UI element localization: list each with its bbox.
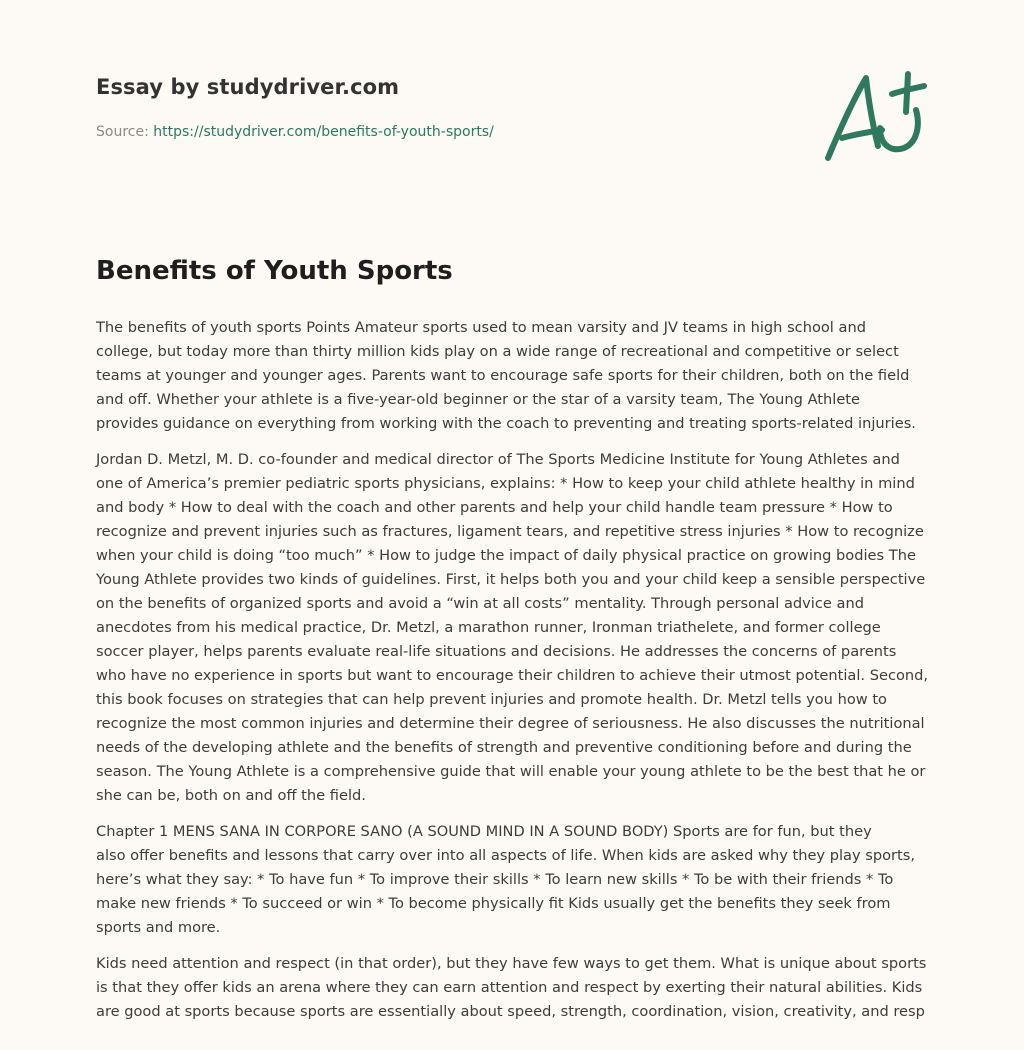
source-link[interactable]: https://studydriver.com/benefits-of-youth-sports/: [153, 124, 494, 140]
text-line: Jordan D. Metzl, M. D. co-founder and medical director of The Sports Medicine Institute for Young Athletes and: [96, 451, 900, 468]
text-line: sports and more.: [96, 919, 221, 936]
site-title: Essay by studydriver.com: [96, 75, 400, 99]
source-line: [96, 124, 494, 140]
text-line: who have no experience in sports but want to encourage their children to achieve their utmost potential. Second,: [96, 667, 929, 684]
text-line: and off. Whether your athlete is a five-year-old beginner or the star of a varsity team, The Young Athlete: [96, 391, 861, 408]
text-line: here’s what they say: * To have fun * To improve their skills * To learn new skills * To be with their friends * To: [96, 871, 894, 888]
document-title: Benefits of Youth Sports: [96, 256, 453, 286]
text-line: anecdotes from his medical practice, Dr. Metzl, a marathon runner, Ironman triathelete, and former college: [96, 619, 881, 636]
text-line: are good at sports because sports are essentially about speed, strength, coordination, vision, creativity, and resp: [96, 1003, 925, 1020]
paragraph-4: [96, 952, 936, 1024]
text-line: Kids need attention and respect (in that order), but they have few ways to get them. What is unique about sports: [96, 955, 927, 972]
source-label: Source:: [96, 124, 149, 140]
text-line: on the benefits of organized sports and avoid a “win at all costs” mentality. Through personal advice and: [96, 595, 864, 612]
text-line: needs of the developing athlete and the benefits of strength and preventive conditioning before and during the: [96, 739, 912, 756]
text-line: and body * How to deal with the coach and other parents and help your child handle team pressure * How to: [96, 499, 893, 516]
document-body: [96, 316, 936, 1036]
text-line: when your child is doing “too much” * How to judge the impact of daily physical practice on growing bodies The: [96, 547, 916, 564]
text-line: recognize and prevent injuries such as fractures, ligament tears, and repetitive stress injuries * How to recognize: [96, 523, 924, 540]
paragraph-3: [96, 820, 936, 940]
text-line: she can be, both on and off the field.: [96, 787, 366, 804]
text-line: this book focuses on strategies that can help prevent injuries and promote health. Dr. Metzl tells you how to: [96, 691, 887, 708]
paragraph-1: [96, 316, 936, 436]
a-plus-icon: [820, 66, 930, 166]
text-line: provides guidance on everything from working with the coach to preventing and treating sports-related injuries.: [96, 415, 916, 432]
text-line: college, but today more than thirty million kids play on a wide range of recreational and competitive or select: [96, 343, 899, 360]
text-line: The benefits of youth sports Points Amateur sports used to mean varsity and JV teams in high school and: [96, 319, 866, 336]
text-line: Chapter 1 MENS SANA IN CORPORE SANO (A SOUND MIND IN A SOUND BODY) Sports are for fun, but they: [96, 823, 872, 840]
text-line: Young Athlete provides two kinds of guidelines. First, it helps both you and your child keep a sensible perspective: [96, 571, 926, 588]
paragraph-2: [96, 448, 936, 808]
text-line: recognize the most common injuries and determine their degree of seriousness. He also discusses the nutritional: [96, 715, 925, 732]
text-line: teams at younger and younger ages. Parents want to encourage safe sports for their children, both on the field: [96, 367, 910, 384]
text-line: is that they offer kids an arena where they can earn attention and respect by exerting their natural abilities. Kids: [96, 979, 923, 996]
text-line: make new friends * To succeed or win * To become physically fit Kids usually get the benefits they seek from: [96, 895, 891, 912]
text-line: also offer benefits and lessons that carry over into all aspects of life. When kids are asked why they play sports,: [96, 847, 916, 864]
text-line: season. The Young Athlete is a comprehensive guide that will enable your young athlete to be the best that he or: [96, 763, 926, 780]
text-line: soccer player, helps parents evaluate real-life situations and decisions. He addresses the concerns of parents: [96, 643, 897, 660]
text-line: one of America’s premier pediatric sports physicians, explains: * How to keep your child athlete healthy in mind: [96, 475, 915, 492]
